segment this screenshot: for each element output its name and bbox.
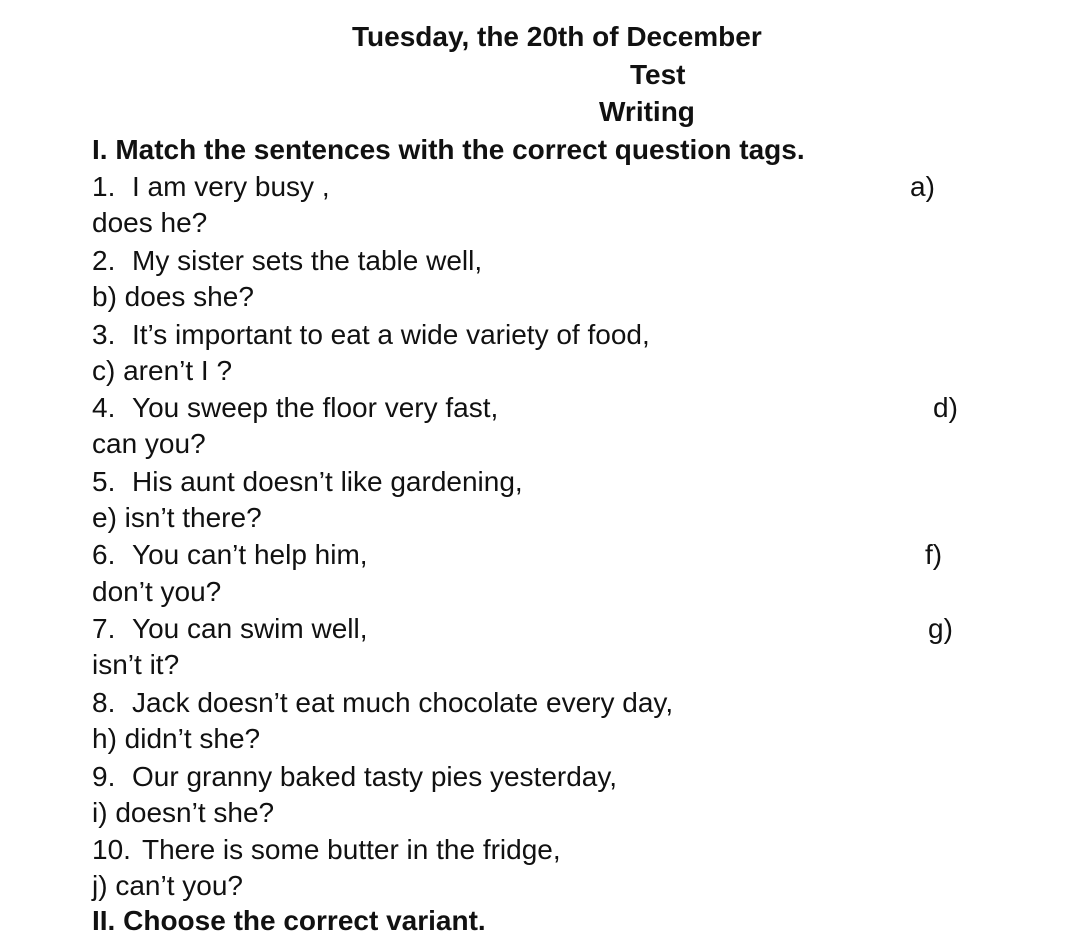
sentence-text: His aunt doesn’t like gardening, xyxy=(132,466,523,497)
tag-e: e) isn’t there? xyxy=(92,502,262,533)
sentence-9 xyxy=(92,759,617,795)
tag-b: b) does she? xyxy=(92,281,254,312)
sentence-number: 5. xyxy=(92,466,116,497)
sentence-text: There is some butter in the fridge, xyxy=(142,834,561,865)
tag-a: does he? xyxy=(92,207,208,238)
option-letter-d: d) xyxy=(933,392,958,423)
tag-f: don’t you? xyxy=(92,576,222,607)
sentence-number: 1. xyxy=(92,171,116,202)
task2-heading-cutoff: II. Choose the correct variant. xyxy=(92,905,486,936)
tag-c: c) aren’t I ? xyxy=(92,355,233,386)
tag-d: can you? xyxy=(92,428,206,459)
date-heading: Tuesday, the 20th of December xyxy=(352,21,762,52)
sentence-8 xyxy=(92,685,673,721)
sentence-text: You can swim well, xyxy=(132,613,368,644)
sentence-number: 4. xyxy=(92,392,116,423)
sentence-10 xyxy=(92,832,561,868)
option-letter-g: g) xyxy=(928,613,953,644)
sentence-number: 3. xyxy=(92,319,116,350)
sentence-number: 9. xyxy=(92,761,116,792)
sentence-7 xyxy=(92,611,368,647)
sentence-number: 2. xyxy=(92,245,116,276)
sentence-text: You can’t help him, xyxy=(132,539,368,570)
sentence-6 xyxy=(92,537,368,573)
tag-g: isn’t it? xyxy=(92,649,180,680)
sentence-number: 10. xyxy=(92,834,131,865)
sentence-5 xyxy=(92,464,523,500)
sentence-text: I am very busy , xyxy=(132,171,330,202)
task1-heading: I. Match the sentences with the correct question tags. xyxy=(92,134,805,165)
sentence-number: 7. xyxy=(92,613,116,644)
tag-h: h) didn’t she? xyxy=(92,723,261,754)
option-letter-a: a) xyxy=(910,171,935,202)
sentence-text: It’s important to eat a wide variety of food, xyxy=(132,319,650,350)
test-title: Test xyxy=(630,59,686,90)
sentence-number: 6. xyxy=(92,539,116,570)
sentence-number: 8. xyxy=(92,687,116,718)
sentence-text: You sweep the floor very fast, xyxy=(132,392,499,423)
sentence-text: Our granny baked tasty pies yesterday, xyxy=(132,761,618,792)
sentence-text: Jack doesn’t eat much chocolate every day, xyxy=(132,687,674,718)
sentence-text: My sister sets the table well, xyxy=(132,245,483,276)
tag-i: i) doesn’t she? xyxy=(92,797,275,828)
sentence-1 xyxy=(92,169,330,205)
writing-subtitle: Writing xyxy=(599,96,695,127)
option-letter-f: f) xyxy=(925,539,943,570)
sentence-4 xyxy=(92,390,498,426)
sentence-2 xyxy=(92,243,482,279)
tag-j: j) can’t you? xyxy=(92,870,243,901)
sentence-3 xyxy=(92,317,650,353)
